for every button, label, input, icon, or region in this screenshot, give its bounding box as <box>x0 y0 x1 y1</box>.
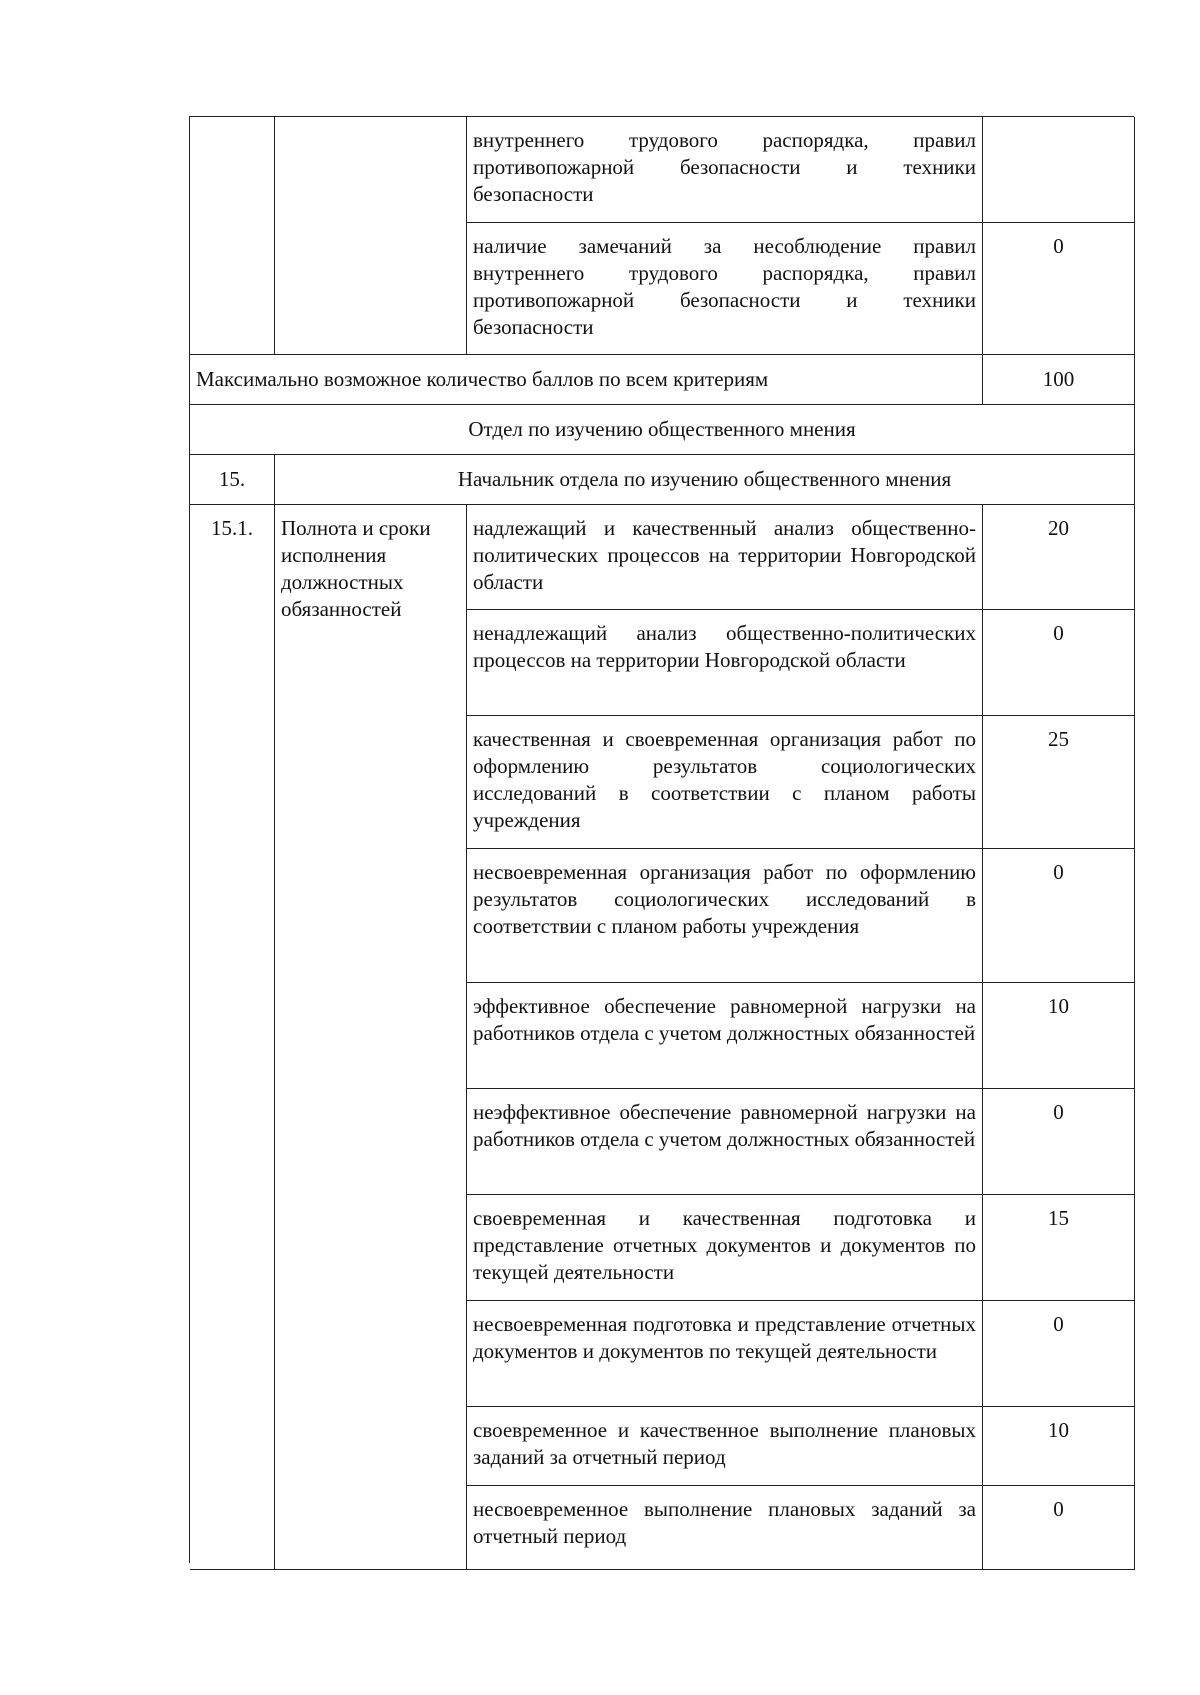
criteria-table <box>189 116 1134 1563</box>
table-cell-description: ненадлежащий анализ общественно-политических процессов на территории Новгородской области <box>467 610 983 716</box>
table-cell-score: 10 <box>983 1407 1135 1486</box>
table-cell-score <box>983 117 1135 223</box>
table-cell-criterion-empty <box>275 117 467 355</box>
table-cell-score: 0 <box>983 1301 1135 1407</box>
table-cell-score: 0 <box>983 610 1135 716</box>
table-cell-score: 25 <box>983 716 1135 849</box>
department-title: Отдел по изучению общественного мнения <box>190 405 1135 455</box>
table-cell-description: неэффективное обеспечение равномерной нагрузки на работников отдела с учетом должностных обязанностей <box>467 1089 983 1195</box>
table-cell-number-empty <box>190 117 275 355</box>
criterion-name: Полнота и сроки исполнения должностных обязанностей <box>275 505 467 1570</box>
table-cell-description: надлежащий и качественный анализ общественно-политических процессов на территории Новгородской области <box>467 505 983 610</box>
position-number: 15. <box>190 455 275 505</box>
table-cell-score: 0 <box>983 849 1135 983</box>
table-cell-score: 20 <box>983 505 1135 610</box>
table-cell-description: качественная и своевременная организация работ по оформлению результатов социологических исследований в соответствии с планом работы учреждения <box>467 716 983 849</box>
table-cell-description: наличие замечаний за несоблюдение правил внутреннего трудового распорядка, правил противопожарной безопасности и техники безопасности <box>467 223 983 355</box>
table-cell-description: несвоевременное выполнение плановых заданий за отчетный период <box>467 1486 983 1570</box>
table-cell-description: своевременная и качественная подготовка и представление отчетных документов и документов по текущей деятельности <box>467 1195 983 1301</box>
position-title: Начальник отдела по изучению общественного мнения <box>275 455 1135 505</box>
criterion-number: 15.1. <box>190 505 275 1570</box>
table-cell-score: 0 <box>983 1089 1135 1195</box>
table-cell-description: несвоевременная подготовка и представление отчетных документов и документов по текущей деятельности <box>467 1301 983 1407</box>
table-cell-description: своевременное и качественное выполнение плановых заданий за отчетный период <box>467 1407 983 1486</box>
table-cell-description: эффективное обеспечение равномерной нагрузки на работников отдела с учетом должностных обязанностей <box>467 983 983 1089</box>
table-cell-score: 0 <box>983 1486 1135 1570</box>
table-cell-score: 10 <box>983 983 1135 1089</box>
table-cell-score: 15 <box>983 1195 1135 1301</box>
table-cell-description: внутреннего трудового распорядка, правил противопожарной безопасности и техники безопасности <box>467 117 983 223</box>
max-score-label: Максимально возможное количество баллов по всем критериям <box>190 355 983 405</box>
max-score-value: 100 <box>983 355 1135 405</box>
table-cell-description: несвоевременная организация работ по оформлению результатов социологических исследований в соответствии с планом работы учреждения <box>467 849 983 983</box>
table-cell-score: 0 <box>983 223 1135 355</box>
